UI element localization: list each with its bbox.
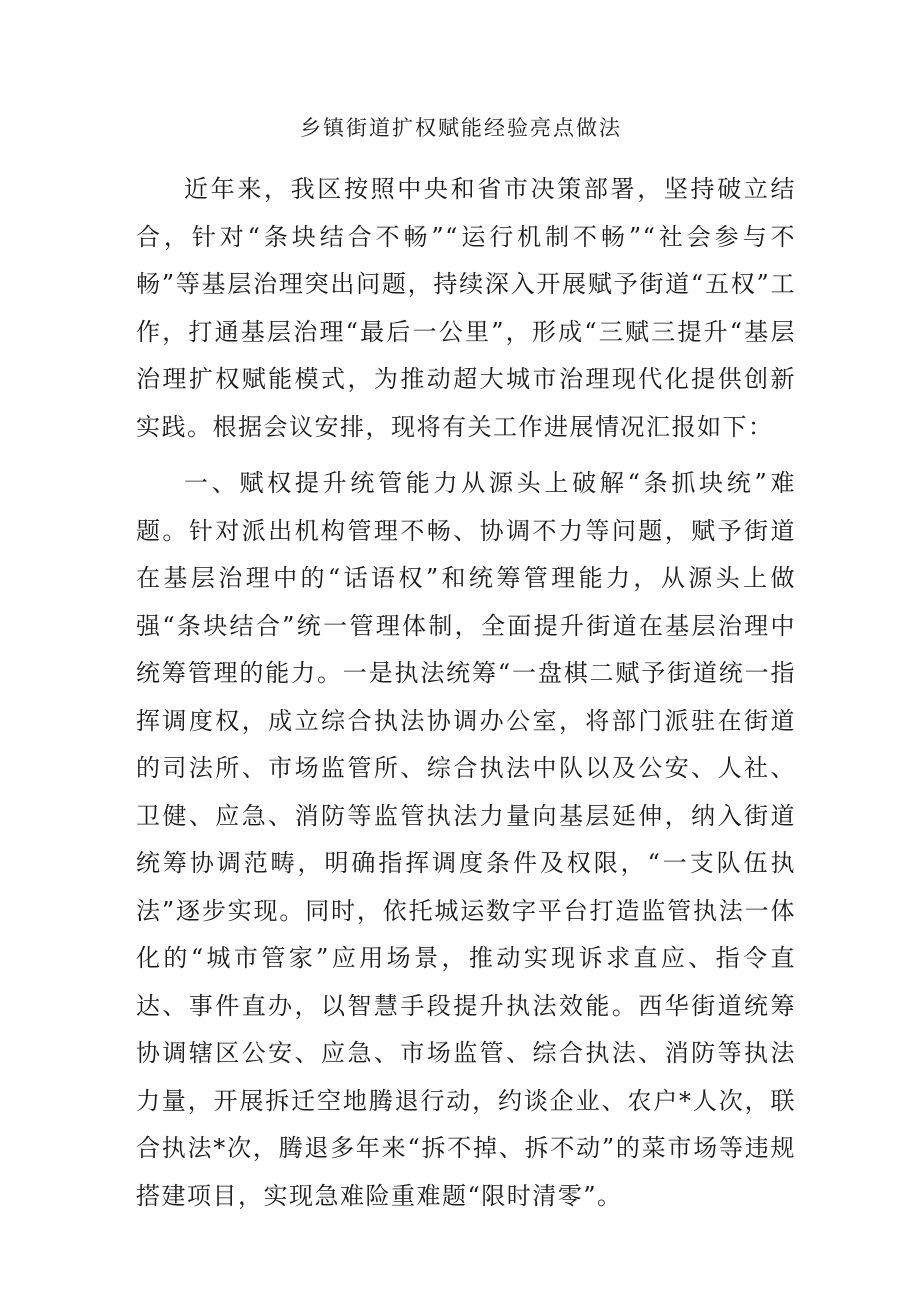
document-title: 乡镇街道扩权赋能经验亮点做法 — [300, 116, 622, 140]
document-page — [136, 0, 796, 1220]
paragraph-intro: 近年来，我区按照中央和省市决策部署，坚持破立结合，针对“条块结合不畅”“运行机制不畅”“社会参与不畅”等基层治理突出问题，持续深入开展赋予街道“五权”工作，打通基层治理“最后一公里”，形成“三赋三提升“基层治理扩权赋能模式，为推动超大城市治理现代化提供创新实践。根据会议安排，现将有关工作进展情况汇报如下： — [136, 175, 796, 441]
paragraph-section-one: 一、赋权提升统管能力从源头上破解“条抓块统”难题。针对派出机构管理不畅、协调不力等问题，赋予街道在基层治理中的“话语权”和统筹管理能力，从源头上做强“条块结合”统一管理体制，全面提升街道在基层治理中统筹管理的能力。一是执法统筹“一盘棋二赋予街道统一指挥调度权，成立综合执法协调办公室，将部门派驻在街道的司法所、市场监管所、综合执法中队以及公安、人社、卫健、应急、消防等监管执法力量向基层延伸，纳入街道统筹协调范畴，明确指挥调度条件及权限，“一支队伍执法”逐步实现。同时，依托城运数字平台打造监管执法一体化的“城市管家”应用场景，推动实现诉求直应、指令直达、事件直办，以智慧手段提升执法效能。西华街道统筹协调辖区公安、应急、市场监管、综合执法、消防等执法力量，开展拆迁空地腾退行动，约谈企业、农户*人次，联合执法*次，腾退多年来“拆不掉、拆不动”的菜市场等违规搭建项目，实现急难险重难题“限时清零”。 — [136, 469, 796, 1210]
